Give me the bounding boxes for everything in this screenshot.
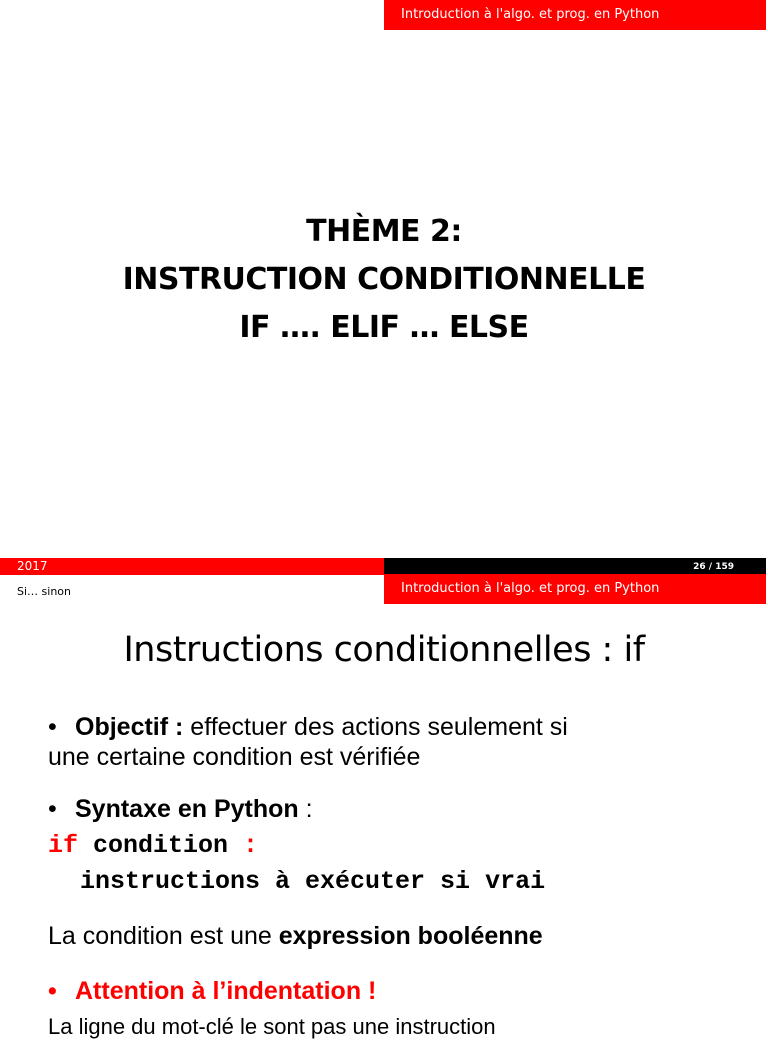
objectif-label: Objectif :: [75, 713, 184, 741]
title-line-1: THÈME 2:: [306, 214, 462, 249]
syntaxe-colon: :: [298, 795, 313, 823]
slide-title-if: Instructions conditionnelles : if: [123, 630, 645, 670]
page-number: [384, 558, 766, 575]
bullet-dot: •: [48, 713, 57, 741]
title-line-2: INSTRUCTION CONDITIONNELLE: [122, 262, 646, 297]
syntaxe-label: Syntaxe en Python: [75, 795, 299, 823]
code-if-line: [48, 831, 258, 861]
attention-text: Attention à l’indentation !: [75, 977, 377, 1005]
code-condition: condition: [78, 831, 244, 860]
code-body-line: instructions à exécuter si vrai: [80, 867, 546, 896]
title-line-3: IF …. ELIF … ELSE: [239, 310, 529, 345]
boolean-note-emphasis: expression booléenne: [278, 922, 543, 950]
objectif-text-line2: une certaine condition est vérifiée: [48, 743, 421, 771]
bullet-dot: •: [48, 977, 57, 1005]
objectif-text-line1: effectuer des actions seulement si: [183, 713, 568, 741]
course-title: Introduction à l'algo. et prog. en Python: [401, 7, 660, 22]
slide-title-theme: [0, 208, 768, 352]
footer-year: [0, 558, 384, 575]
course-title-2: Introduction à l'algo. et prog. en Python: [401, 581, 660, 596]
boolean-note-prefix: La condition est une: [48, 922, 279, 950]
bullet-objectif: [48, 712, 568, 772]
course-title-banner-2: [384, 574, 766, 604]
bullet-syntaxe: [48, 794, 313, 824]
boolean-note: [48, 921, 543, 951]
footer-year-text: 2017: [17, 559, 48, 573]
slide-footer: [0, 558, 766, 575]
section-label: Si… sinon: [17, 585, 71, 598]
page-number-text: 26 / 159: [693, 562, 734, 572]
code-colon: :: [243, 831, 259, 860]
bullet-dot: •: [48, 795, 57, 823]
cutoff-text: La ligne du mot-clé le sont pas une instruction: [48, 1014, 496, 1039]
bullet-attention: [48, 976, 376, 1006]
code-keyword-if: if: [48, 831, 79, 860]
course-title-banner: [384, 0, 766, 30]
